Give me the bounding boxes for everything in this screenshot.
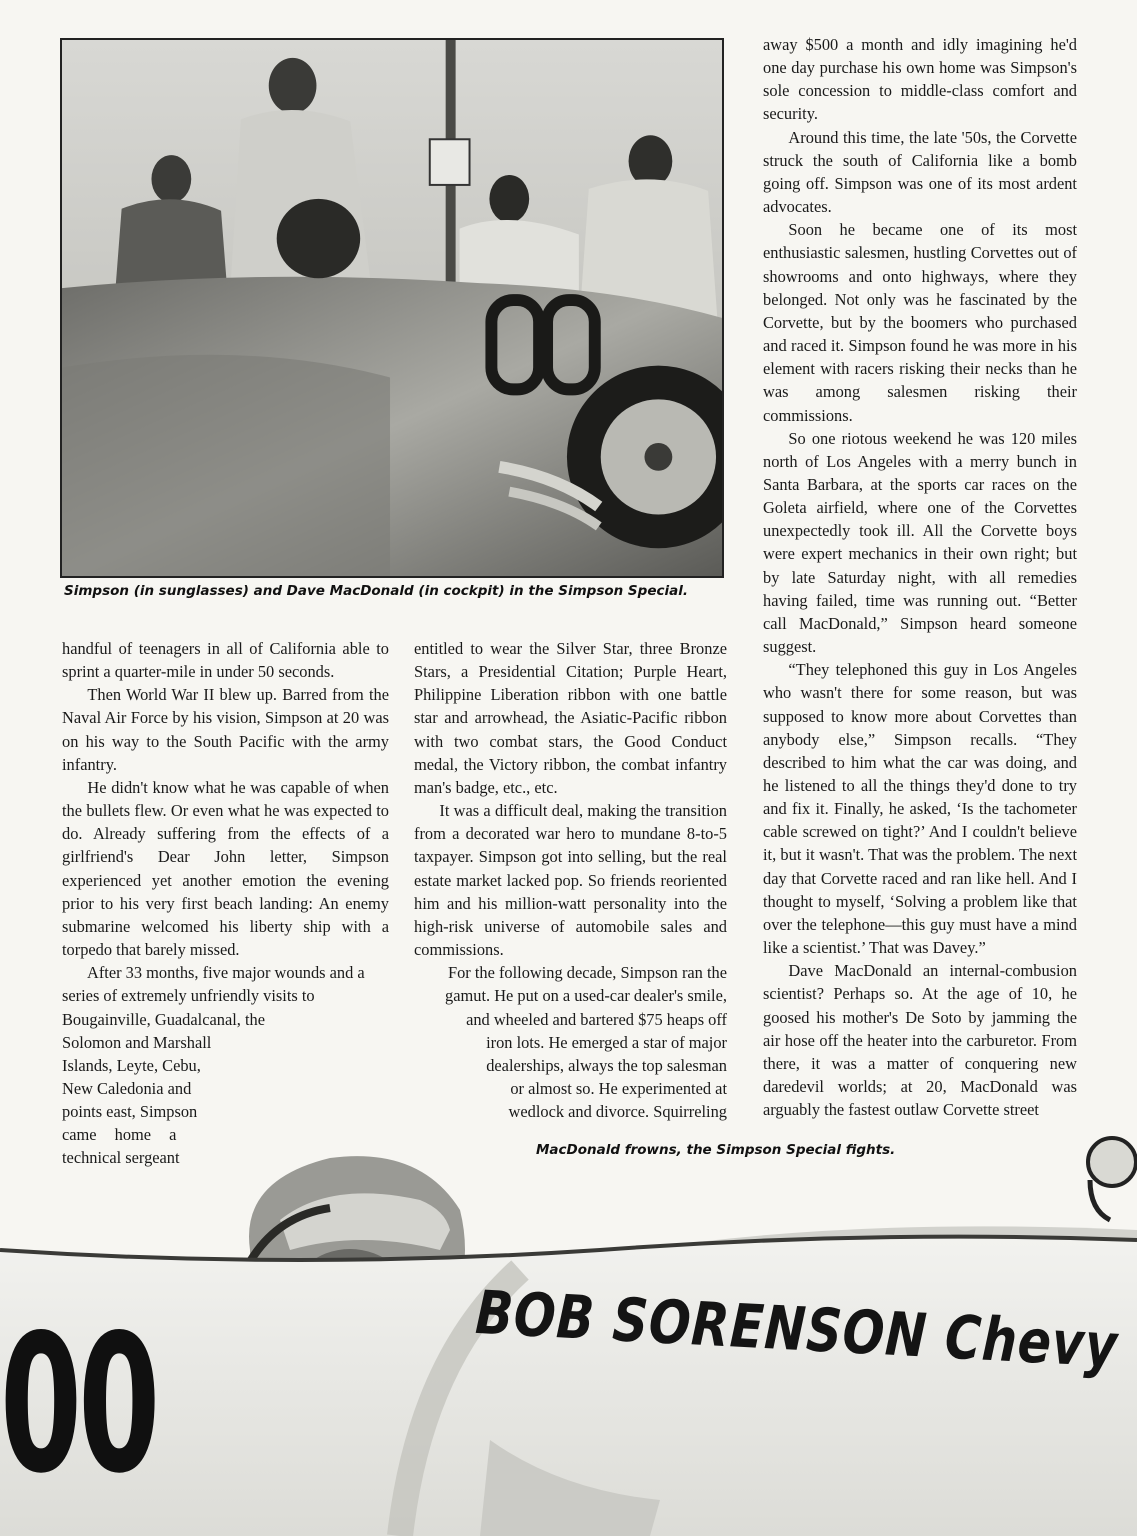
text-line: and wheeled and bartered $75 heaps off xyxy=(466,1009,727,1029)
paragraph: away $500 a month and idly imagining he'd one day purchase his own home was Simpson's sole concession to middle-class comfort and security. xyxy=(763,35,1077,124)
text-line: Solomon and Marshall xyxy=(62,1032,212,1052)
left-text-column xyxy=(62,637,389,1170)
race-car-photo xyxy=(60,38,724,578)
text-line: For the following decade, Simpson ran the xyxy=(447,963,727,983)
text-line: points east, Simpson xyxy=(62,1102,198,1122)
car-number: 00 xyxy=(0,1294,157,1515)
paragraph: He didn't know what he was capable of when the bullets flew. Or even what he was expected to do. Already suffering from the effects of a girlfriend's Dear John letter, Simpson experienced yet another emotion the evening prior to his very first beach landing: An enemy submarine welcomed his liberty ship with a torpedo that barely missed. xyxy=(62,777,389,960)
paragraph: Dave MacDonald an internal-combusion scientist? Perhaps so. At the age of 10, he goosed his mother's De Soto by jamming the air hose off the heater into the carburetor. From there, it was a matter of conquering new daredevil worlds; at 20, MacDonald was arguably the fastest outlaw Corvette street xyxy=(763,961,1077,1120)
bottom-photo-caption: MacDonald frowns, the Simpson Special fights. xyxy=(536,1142,896,1158)
paragraph: “They telephoned this guy in Los Angeles who wasn't there for some reason, but was supposed to know more about Corvettes than anybody else,” Simpson recalls. “They described to him what the car was doing, and he listened to all the things they'd done to try and fix it. Finally, he asked, ‘Is the tachometer cable screwed on tight?’ And I couldn't believe it, but it wasn't. That was the problem. The next day that Corvette raced and ran like hell. And I thought to myself, ‘Solving a problem like that over the telephone—this guy must have a mind like a scientist.’ That was Davey.” xyxy=(763,660,1077,958)
paragraph: entitled to wear the Silver Star, three Bronze Stars, a Presidential Citation; Purple Heart, Philippine Liberation ribbon with one battle star and arrowhead, the Asiatic-Pacific ribbon with two combat stars, the Good Conduct medal, the Victory ribbon, the combat infantry man's badge, etc., etc. xyxy=(414,639,727,797)
paragraph: So one riotous weekend he was 120 miles north of Los Angeles with a merry bunch in Santa Barbara, at the sports car races on the Goleta airfield, where one of the Corvettes unexpectedly took ill. All the Corvette boys were expert mechanics in their own right; but by late Saturday night, with all remedies having failed, time was running out. “Better call MacDonald,” Simpson heard someone suggest. xyxy=(763,428,1077,657)
paragraph: Soon he became one of its most enthusiastic salesmen, hustling Corvettes out of showrooms and onto highways, where they belonged. Not only was he fascinated by the Corvette, but by the boomers who purchased and raced it. Simpson found he was more in his element with racers risking their necks than he was among salesmen risking their commissions. xyxy=(763,220,1077,425)
text-line: or almost so. He experimented at xyxy=(510,1078,727,1098)
paragraph: Around this time, the late '50s, the Corvette struck the south of California like a bomb going off. Simpson was one of its most ardent advocates. xyxy=(763,127,1077,217)
text-line: series of extremely unfriendly visits to xyxy=(62,986,315,1006)
text-line: dealerships, always the top salesman xyxy=(486,1055,727,1075)
paragraph: It was a difficult deal, making the transition from a decorated war hero to mundane 8-to-5 taxpayer. Simpson got into selling, but the real estate market lacked pop. So friends reoriented him and his million-watt personality into the high-risk universe of automobile sales and commissions. xyxy=(414,801,727,960)
text-line: gamut. He put on a used-car dealer's smile, xyxy=(445,986,727,1006)
top-photo-caption: Simpson (in sunglasses) and Dave MacDonald (in cockpit) in the Simpson Special. xyxy=(64,583,688,599)
middle-text-column xyxy=(414,637,727,1123)
text-line: Islands, Leyte, Cebu, xyxy=(62,1055,201,1075)
text-line: Bougainville, Guadalcanal, the xyxy=(62,1009,265,1029)
text-line: After 33 months, five major wounds and a xyxy=(87,963,365,983)
paragraph-wrapped xyxy=(414,961,727,1123)
race-car-photo-graphic xyxy=(62,40,722,576)
right-text-column xyxy=(763,33,1077,1121)
car-sponsor-lettering: BOB SORENSON Chevy xyxy=(473,1277,1120,1382)
text-line: iron lots. He emerged a star of major xyxy=(486,1032,727,1052)
paragraph: Then World War II blew up. Barred from the Naval Air Force by his vision, Simpson at 20 was on his way to the South Pacific with the army infantry. xyxy=(62,685,389,774)
text-line: wedlock and divorce. Squirreling xyxy=(508,1102,727,1122)
text-line: technical sergeant xyxy=(62,1148,180,1168)
paragraph: handful of teenagers in all of California able to sprint a quarter-mile in under 50 seconds. xyxy=(62,639,389,682)
text-line: came home a xyxy=(62,1125,177,1145)
text-line: New Caledonia and xyxy=(62,1078,192,1098)
